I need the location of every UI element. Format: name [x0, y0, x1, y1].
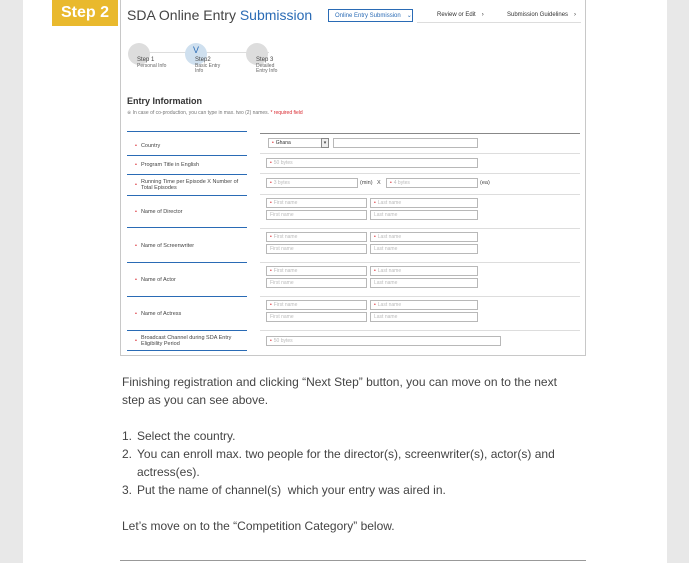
step-title: Step 3 — [256, 57, 274, 63]
required-dot: • — [270, 160, 272, 166]
list-text — [137, 481, 446, 499]
tab-submission-guidelines[interactable] — [507, 9, 576, 22]
actor-2-first-name[interactable]: First name — [266, 278, 367, 288]
label-text: Name of Actor — [140, 277, 176, 283]
placeholder-text: 4 bytes — [393, 180, 410, 186]
label-text: Broadcast Channel during SDA Entry Eligibility Period — [140, 335, 232, 347]
step-subtitle: Detailed Entry Info — [256, 63, 278, 74]
country-label — [127, 136, 247, 156]
list-item — [122, 427, 588, 445]
chevron-right-icon: › — [574, 12, 577, 18]
required-asterisk: • — [135, 277, 137, 283]
required-dot: • — [390, 180, 392, 186]
director-2-last-name[interactable]: Last name — [370, 210, 478, 220]
instruction-list — [122, 427, 588, 499]
placeholder-text: First name — [273, 268, 298, 274]
nav-divider — [417, 22, 581, 23]
screenwriter-label — [127, 230, 247, 263]
list-text — [137, 427, 236, 445]
bottom-divider — [120, 560, 586, 561]
chevron-right-icon: › — [481, 12, 484, 18]
placeholder-text: Last name — [377, 200, 402, 206]
tab-label: Submission Guidelines — [507, 12, 569, 18]
label-text: Running Time per Episode X Number of Total Episodes — [140, 179, 239, 191]
tab-review-or-edit[interactable] — [437, 9, 484, 22]
placeholder-text: 3 bytes — [273, 180, 290, 186]
broadcast-channel-input[interactable] — [266, 336, 501, 346]
intro-paragraph: Finishing registration and clicking “Next Step” button, you can move on to the next step as you can see above. — [122, 375, 557, 407]
required-dot: • — [270, 234, 272, 240]
step-title: Step 1 — [137, 57, 155, 63]
actor-2-last-name[interactable]: Last name — [370, 278, 478, 288]
screenwriter-2-first-name[interactable]: First name — [266, 244, 367, 254]
step-3-label — [256, 57, 286, 74]
required-dot: • — [270, 268, 272, 274]
required-asterisk: • — [135, 182, 137, 188]
actor-1-last-name[interactable] — [370, 266, 478, 276]
placeholder-text: First name — [273, 200, 298, 206]
required-dot: • — [270, 180, 272, 186]
list-number: 3. — [122, 483, 133, 497]
actress-1-first-name[interactable] — [266, 300, 367, 310]
required-field-note: * required field — [270, 110, 303, 116]
country-value: Ghana — [275, 140, 291, 146]
director-1-first-name[interactable] — [266, 198, 367, 208]
running-time-label — [127, 175, 247, 196]
director-2-first-name[interactable]: First name — [266, 210, 367, 220]
text: for the director(s), screenwriter(s), actor(s) and actress(es). — [137, 447, 555, 479]
required-dot: • — [272, 140, 274, 146]
required-asterisk: • — [135, 243, 137, 249]
chevron-down-icon[interactable]: ▾ — [321, 138, 329, 148]
placeholder-text: Last name — [377, 302, 402, 308]
actor-label — [127, 264, 247, 297]
step-subtitle: Basic Entry Info — [195, 63, 221, 74]
placeholder-text: Last name — [377, 234, 402, 240]
form-title-accent: Submission — [239, 7, 313, 23]
required-dot: • — [374, 268, 376, 274]
screenwriter-1-last-name[interactable] — [370, 232, 478, 242]
list-number: 2. — [122, 447, 133, 461]
episode-count-input[interactable] — [386, 178, 478, 188]
form-divider — [260, 133, 580, 134]
chevron-down-icon: ⌄ — [406, 13, 412, 19]
label-text: Name of Actress — [140, 311, 182, 317]
label-text: Country — [140, 142, 161, 149]
running-time-input[interactable] — [266, 178, 358, 188]
required-dot: • — [374, 302, 376, 308]
coproduction-note: ※ In case of co-production, you can type in max. two (2) names. — [127, 110, 270, 116]
actress-2-first-name[interactable]: First name — [266, 312, 367, 322]
step-title: Step2 — [195, 57, 211, 63]
highlight-channels: channel(s) — [225, 483, 282, 497]
actress-1-last-name[interactable] — [370, 300, 478, 310]
required-asterisk: • — [135, 162, 137, 168]
step-1-label — [137, 57, 167, 69]
step-2-dot: V — [185, 43, 207, 65]
required-asterisk: • — [135, 208, 137, 215]
actress-label — [127, 298, 247, 331]
program-title-input[interactable] — [266, 158, 478, 168]
entry-info-note — [127, 110, 303, 116]
each-unit: (ea) — [480, 180, 490, 186]
times-sign: X — [377, 180, 381, 186]
required-dot: • — [270, 302, 272, 308]
actress-2-last-name[interactable]: Last name — [370, 312, 478, 322]
tab-online-entry-submission[interactable] — [328, 9, 413, 22]
tab-label: Review or Edit — [437, 12, 476, 18]
required-dot: • — [270, 200, 272, 206]
required-asterisk: • — [135, 311, 137, 317]
required-dot: • — [270, 338, 272, 344]
placeholder-text: 50 bytes — [273, 338, 293, 344]
screenwriter-1-first-name[interactable] — [266, 232, 367, 242]
step-2-label — [195, 57, 225, 74]
list-item — [122, 445, 588, 481]
highlight-max-two: max. two people — [215, 447, 304, 461]
screenwriter-2-last-name[interactable]: Last name — [370, 244, 478, 254]
required-asterisk: • — [135, 142, 137, 149]
outro-paragraph: Let’s move on to the “Competition Category” below. — [122, 519, 395, 533]
text: Select the — [137, 429, 194, 443]
program-title-label — [127, 156, 247, 175]
placeholder-text: First name — [273, 302, 298, 308]
form-title-text: SDA Online Entry — [127, 7, 240, 23]
form-divider — [127, 131, 247, 132]
text: which your entry was aired in. — [281, 483, 446, 497]
required-asterisk: • — [135, 338, 137, 344]
actor-1-first-name[interactable] — [266, 266, 367, 276]
list-text — [137, 445, 588, 481]
list-item — [122, 481, 588, 499]
country-select[interactable] — [268, 138, 323, 148]
director-1-last-name[interactable] — [370, 198, 478, 208]
placeholder-text: Last name — [377, 268, 402, 274]
form-title — [127, 7, 312, 23]
country-other-input[interactable] — [333, 138, 478, 148]
list-number: 1. — [122, 429, 133, 443]
step-tag: Step 2 — [52, 0, 118, 26]
tab-label: Online Entry Submission — [335, 13, 401, 19]
label-text: Name of Director — [140, 208, 183, 215]
highlight-country: country. — [193, 429, 236, 443]
placeholder-text: 50 bytes — [273, 160, 293, 166]
director-label — [127, 196, 247, 228]
minutes-unit: (min) — [360, 180, 373, 186]
form-screenshot — [120, 0, 586, 356]
broadcast-channel-label — [127, 332, 247, 351]
placeholder-text: First name — [273, 234, 298, 240]
text: You can enroll — [137, 447, 216, 461]
text: Put the name of — [137, 483, 226, 497]
label-text: Program Title in English — [140, 162, 200, 168]
label-text: Name of Screenwriter — [140, 243, 195, 249]
step-subtitle: Personal Info — [137, 63, 167, 69]
required-dot: • — [374, 200, 376, 206]
required-dot: • — [374, 234, 376, 240]
entry-info-heading: Entry Information — [127, 96, 203, 106]
